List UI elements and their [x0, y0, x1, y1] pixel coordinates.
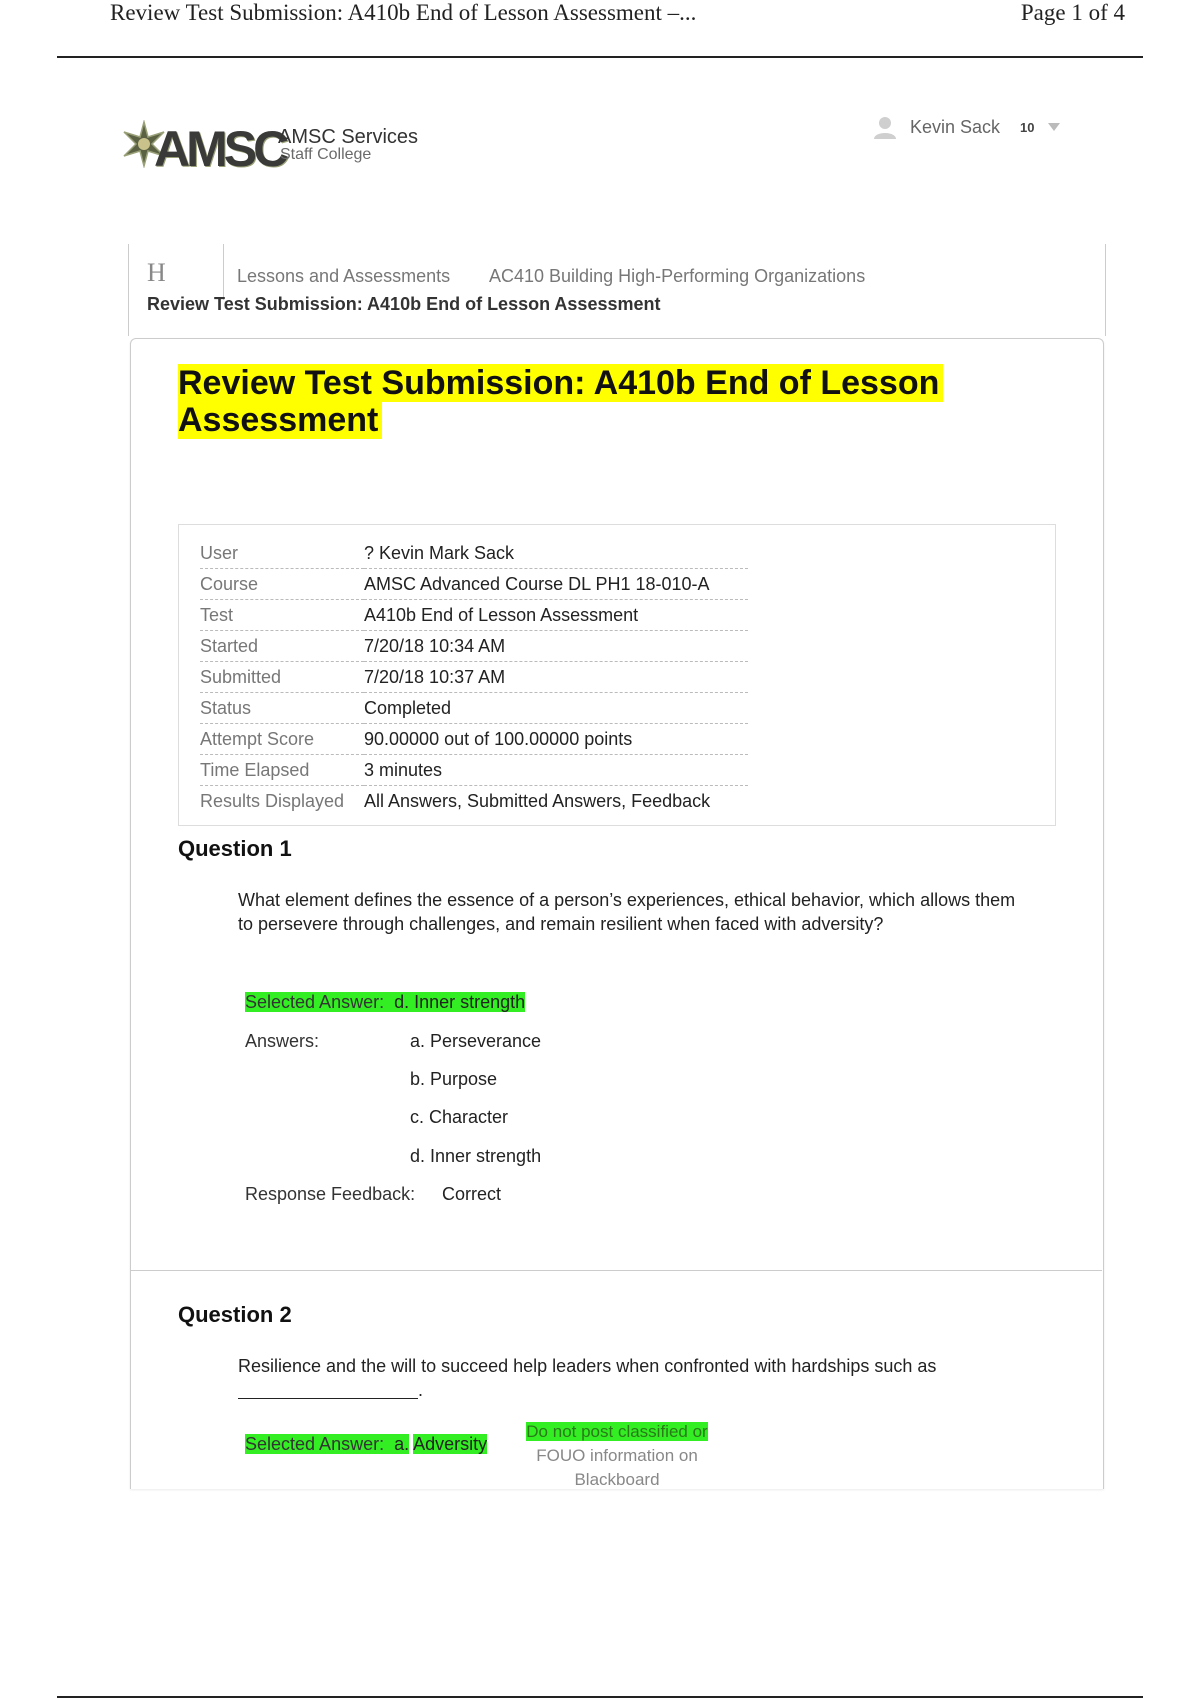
selected-answer-value: d. Inner strength: [394, 992, 526, 1012]
detail-value: All Answers, Submitted Answers, Feedback: [364, 790, 711, 811]
breadcrumb-item-lessons[interactable]: Lessons and Assessments: [237, 266, 451, 286]
table-row: [200, 662, 748, 693]
answers-label: Answers:: [245, 1031, 320, 1051]
breadcrumb-home-link[interactable]: H: [147, 258, 166, 287]
disclaimer-rest: FOUO information on Blackboard: [536, 1446, 698, 1489]
detail-label: Test: [200, 600, 364, 631]
response-feedback-label: Response Feedback:: [245, 1184, 416, 1204]
print-header-title: Review Test Submission: A410b End of Lesson Assessment –...: [110, 0, 697, 25]
answer-option: a. Perseverance: [410, 1031, 542, 1051]
answer-option: b. Purpose: [410, 1069, 498, 1089]
table-row: [200, 693, 748, 724]
breadcrumb: [128, 244, 1106, 336]
detail-value: ? Kevin Mark Sack: [364, 538, 748, 569]
detail-value: Completed: [364, 693, 748, 724]
table-row: [200, 755, 748, 786]
detail-label: Started: [200, 631, 364, 662]
table-row: [200, 538, 748, 569]
breadcrumb-current: Review Test Submission: A410b End of Lesson Assessment: [147, 294, 661, 314]
detail-label: Results Displayed: [200, 790, 345, 811]
breadcrumb-divider: [223, 244, 224, 300]
logo-subtitle: AMSC Services: [278, 126, 419, 148]
detail-label: User: [200, 538, 364, 569]
question-2-heading: Question 2: [178, 1302, 292, 1327]
question-2-selected-answer: [245, 1434, 487, 1455]
selected-answer-value: Adversity: [413, 1434, 488, 1454]
table-row: [200, 724, 748, 755]
detail-label: Status: [200, 693, 364, 724]
detail-value: 3 minutes: [364, 755, 748, 786]
user-menu[interactable]: [872, 112, 1061, 142]
selected-answer-label: Selected Answer:: [245, 1434, 385, 1454]
answer-option: d. Inner strength: [410, 1146, 542, 1166]
selected-answer-label: Selected Answer:: [245, 992, 385, 1012]
detail-value: 7/20/18 10:37 AM: [364, 662, 748, 693]
page-title-text: Review Test Submission: A410b End of Lesson Assessment: [178, 364, 943, 439]
print-page-number: Page 1 of 4: [1020, 0, 1125, 25]
detail-label: Attempt Score: [200, 724, 364, 755]
question-1-selected-answer: [245, 992, 525, 1013]
detail-value: 7/20/18 10:34 AM: [364, 631, 748, 662]
response-feedback-value: Correct: [442, 1184, 502, 1204]
answer-option: c. Character: [410, 1107, 509, 1127]
user-avatar-icon: [872, 114, 898, 140]
detail-value: A410b End of Lesson Assessment: [364, 600, 748, 631]
detail-value: AMSC Advanced Course DL PH1 18-010-A: [364, 569, 748, 600]
blank-period: .: [418, 1380, 424, 1400]
fill-in-blank-line: [238, 1398, 418, 1399]
notification-count-badge[interactable]: 10: [1020, 119, 1035, 135]
question-2-text: Resilience and the will to succeed help leaders when confronted with hardships such as: [238, 1356, 937, 1376]
question-divider: [131, 1270, 1102, 1271]
submission-details-table: [200, 538, 748, 816]
print-footer-rule: [57, 1696, 1143, 1698]
detail-label: Course: [200, 569, 364, 600]
question-1-heading: Question 1: [178, 836, 292, 861]
question-1-text: What element defines the essence of a person’s experiences, ethical behavior, which allows them to persevere through challenges, and remain resilient when faced with adversity?: [238, 890, 1016, 934]
table-row: [200, 569, 748, 600]
breadcrumb-item-course[interactable]: AC410 Building High-Performing Organizations: [489, 266, 866, 286]
detail-label: Submitted: [200, 662, 364, 693]
page-title: [178, 365, 998, 439]
amsc-logo[interactable]: [120, 118, 450, 180]
user-name[interactable]: Kevin Sack: [910, 116, 1001, 137]
detail-label: Time Elapsed: [200, 755, 364, 786]
table-row: [200, 786, 748, 817]
chevron-down-icon[interactable]: [1047, 122, 1061, 132]
table-row: [200, 631, 748, 662]
selected-answer-letter: a.: [394, 1434, 410, 1454]
detail-value: 90.00000 out of 100.00000 points: [364, 724, 748, 755]
logo-wordmark: AMSC: [154, 121, 286, 177]
disclaimer-highlighted: Do not post classified or: [526, 1422, 708, 1441]
classified-disclaimer: [514, 1420, 720, 1492]
table-row: [200, 600, 748, 631]
logo-tagline: Staff College: [280, 146, 372, 163]
print-header-rule: [57, 56, 1143, 58]
